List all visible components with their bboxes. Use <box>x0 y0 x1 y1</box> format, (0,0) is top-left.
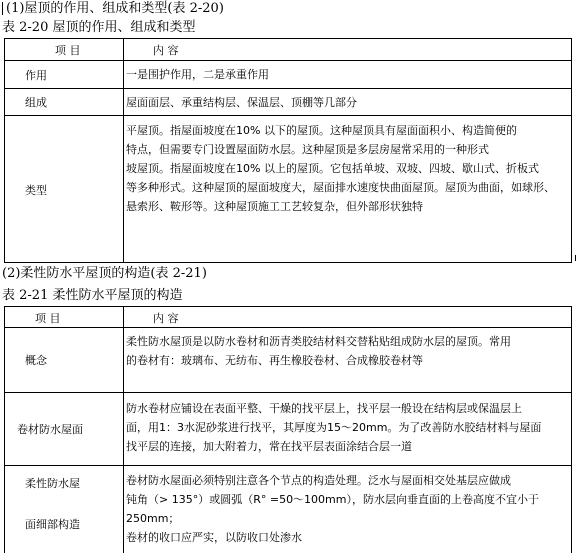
row-content: 防水卷材应铺设在表面平整、干燥的找平层上，找平层一般设在结构层或保温层上 面，用1：3水泥砂浆进行找平，其厚度为15～20mm。为了改善防水胶结材料与屋面 找平层的连接，加大附着力，常在找平层表面涂结合层一道 <box>126 402 542 453</box>
row-label: 概念 <box>25 354 47 367</box>
table-2-21 <box>4 306 572 553</box>
row-label <box>5 466 123 554</box>
row-label-line: 柔性防水屋 <box>25 477 80 490</box>
table-2-20 <box>4 38 572 263</box>
section-1-heading: (1)屋顶的作用、组成和类型(表 2-20) <box>2 1 224 17</box>
header-item: 项 目 <box>55 44 81 57</box>
margin-mark <box>575 255 576 261</box>
header-item: 项 目 <box>35 312 61 325</box>
table-header-row <box>5 39 571 61</box>
row-content: 卷材防水屋面必须特别注意各个节点的构造处理。泛水与屋面相交处基层应做成 钝角（> 135°）或圆弧（R° =50～100mm），防水层向垂直面的上卷高度不宜小于250mm； 卷材的收口应严实，以防收口处渗水 <box>126 474 539 544</box>
header-content: 内 容 <box>153 44 179 57</box>
table-row <box>5 116 571 264</box>
table-header-row <box>5 307 571 328</box>
row-content: 柔性防水屋顶是以防水卷材和沥青类胶结材料交替粘贴组成防水层的屋顶。常用 的卷材有：玻璃布、无纺布、再生橡胶卷材、合成橡胶卷材等 <box>126 335 511 367</box>
table-2-20-caption: 表 2-20 屋顶的作用、组成和类型 <box>2 20 196 35</box>
header-content: 内 容 <box>153 312 179 325</box>
section-2-heading: (2)柔性防水平屋顶的构造(表 2-21) <box>2 266 207 281</box>
row-label: 卷材防水屋面 <box>17 423 83 436</box>
row-label: 组成 <box>25 96 47 109</box>
table-2-21-caption: 表 2-21 柔性防水平屋顶的构造 <box>2 288 183 303</box>
row-label: 类型 <box>25 184 47 197</box>
row-content: 平屋顶。指屋面坡度在10% 以下的屋顶。这种屋顶具有屋面面积小、构造简便的 特点，但需要专门设置屋面防水层。这种屋顶是多层房屋常采用的一种形式 坡屋顶。指屋面坡度在10% 以上的屋顶。它包括单坡、双坡、四坡、歇山式、折板式 等多种形式。这种屋顶的屋面坡度大，屋面排水速度快曲面屋顶。屋顶为曲面，如球形、 悬索形、鞍形等。这种屋顶施工工艺较复杂，但外部形状独特 <box>126 124 555 213</box>
table-row <box>5 328 571 393</box>
table-row <box>5 61 571 89</box>
row-content: 一是围护作用，二是承重作用 <box>126 68 269 81</box>
bracket-mark <box>2 2 5 15</box>
table-row <box>5 393 571 466</box>
row-label-line: 面细部构造 <box>25 518 80 531</box>
row-content: 屋面面层、承重结构层、保温层、顶棚等几部分 <box>126 95 357 109</box>
row-label: 作用 <box>25 68 47 82</box>
table-row <box>5 89 571 116</box>
table-row <box>5 466 571 554</box>
